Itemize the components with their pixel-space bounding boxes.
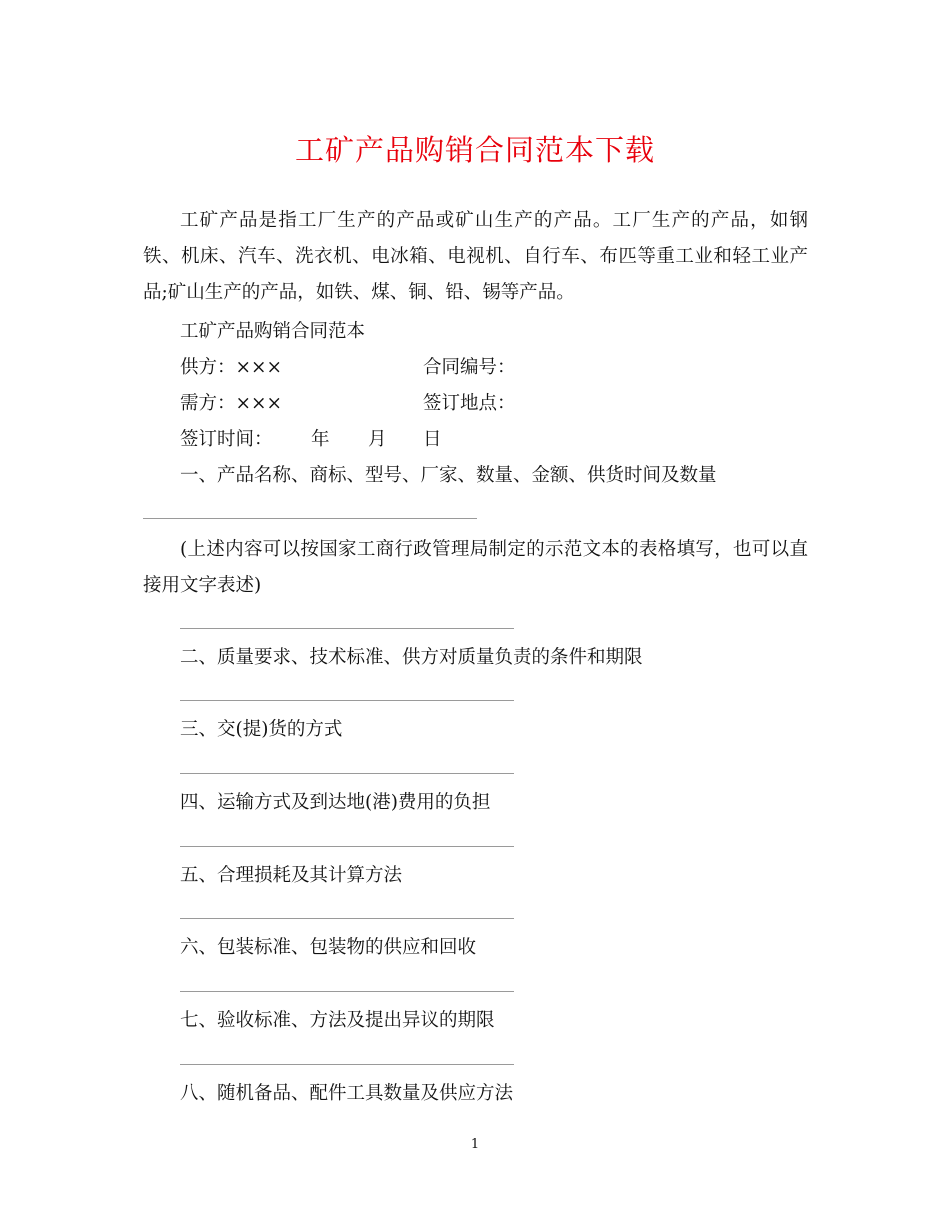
clause-6: 六、包装标准、包装物的供应和回收 xyxy=(180,937,477,958)
clause-8: 八、随机备品、配件工具数量及供应方法 xyxy=(180,1083,514,1104)
blank-rule xyxy=(180,628,514,629)
page-number: 1 xyxy=(470,1137,480,1152)
blank-rule xyxy=(180,1064,514,1065)
buyer-field: 需方：××× xyxy=(180,393,283,414)
contract-name: 工矿产品购销合同范本 xyxy=(180,321,366,342)
sign-place-field: 签订地点： xyxy=(423,393,516,414)
blank-rule xyxy=(180,918,514,919)
blank-rule xyxy=(180,700,514,701)
note-paragraph: (上述内容可以按国家工商行政管理局制定的示范文本的表格填写，也可以直接用文字表述) xyxy=(143,539,808,596)
month-label: 月 xyxy=(368,429,387,450)
supplier-field: 供方：××× xyxy=(180,357,283,378)
day-label: 日 xyxy=(423,429,442,450)
clause-3: 三、交(提)货的方式 xyxy=(180,719,343,740)
year-label: 年 xyxy=(311,429,330,450)
intro-paragraph: 工矿产品是指工厂生产的产品或矿山生产的产品。工厂生产的产品，如钢铁、机床、汽车、洗衣机、电冰箱、电视机、自行车、布匹等重工业和轻工业产品;矿山生产的产品，如铁、煤、铜、铅、锡等产品。 xyxy=(143,210,808,303)
document-title: 工矿产品购销合同范本下载 xyxy=(294,133,655,167)
clause-5: 五、合理损耗及其计算方法 xyxy=(180,865,403,886)
blank-rule xyxy=(143,518,477,519)
contract-number-field: 合同编号： xyxy=(423,357,516,378)
sign-time-field: 签订时间： xyxy=(180,429,273,450)
blank-rule xyxy=(180,773,514,774)
clause-7: 七、验收标准、方法及提出异议的期限 xyxy=(180,1010,495,1031)
clause-2: 二、质量要求、技术标准、供方对质量负责的条件和期限 xyxy=(180,647,643,668)
clause-4: 四、运输方式及到达地(港)费用的负担 xyxy=(180,792,491,813)
blank-rule xyxy=(180,991,514,992)
blank-rule xyxy=(180,846,514,847)
clause-1: 一、产品名称、商标、型号、厂家、数量、金额、供货时间及数量 xyxy=(180,465,717,486)
